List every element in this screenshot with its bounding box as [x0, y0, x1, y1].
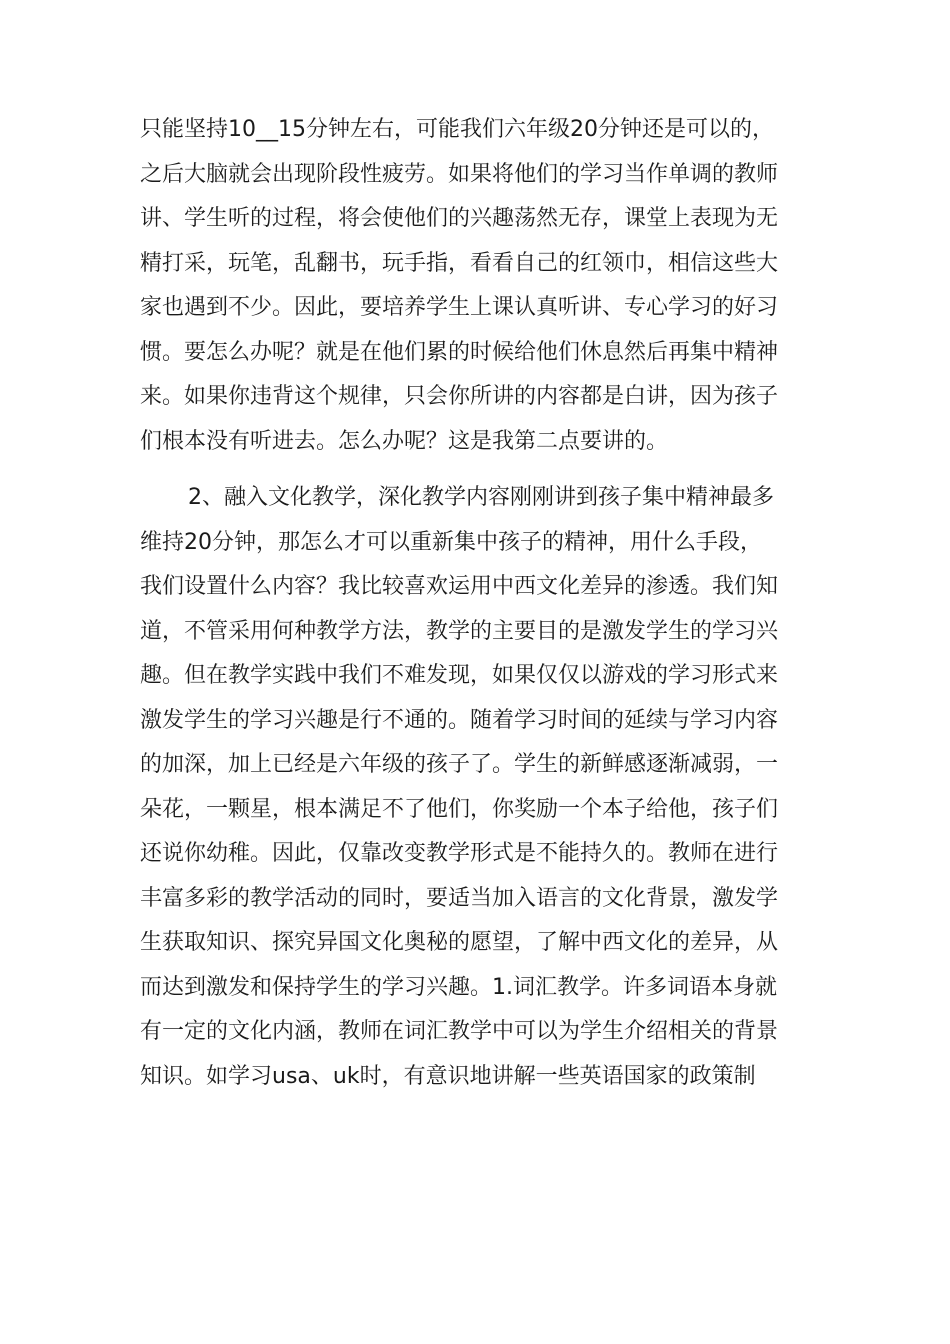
- text-line: 我们设置什么内容？我比较喜欢运用中西文化差异的渗透。我们知: [140, 574, 779, 599]
- text-line: 丰富多彩的教学活动的同时，要适当加入语言的文化背景，激发学: [140, 885, 779, 911]
- text-line: 而达到激发和保持学生的学习兴趣。1.词汇教学。许多词语本身就: [140, 974, 777, 1000]
- text-line: 家也遇到不少。因此，要培养学生上课认真听讲、专心学习的好习: [140, 295, 779, 320]
- text-line: 精打采，玩笔，乱翻书，玩手指，看看自己的红领巾，相信这些大: [140, 250, 779, 276]
- text-line: 讲、学生听的过程，将会使他们的兴趣荡然无存，课堂上表现为无: [140, 206, 779, 231]
- text-line: 知识。如学习usa、uk时，有意识地讲解一些英语国家的政策制: [140, 1063, 756, 1089]
- text-line: 有一定的文化内涵，教师在词汇教学中可以为学生介绍相关的背景: [140, 1019, 779, 1044]
- paragraph-2: [140, 476, 820, 1099]
- text-line: 生获取知识、探究异国文化奥秘的愿望，了解中西文化的差异，从: [140, 930, 779, 955]
- text-line: 朵花，一颗星，根本满足不了他们，你奖励一个本子给他，孩子们: [140, 796, 779, 822]
- paragraph-1: [140, 108, 820, 464]
- text-line: 来。如果你违背这个规律，只会你所讲的内容都是白讲，因为孩子: [140, 384, 779, 409]
- text-line: 只能坚持10__15分钟左右，可能我们六年级20分钟还是可以的，: [140, 117, 774, 142]
- text-line: 惯。要怎么办呢？就是在他们累的时候给他们休息然后再集中精神: [140, 339, 779, 365]
- text-line: 的加深，加上已经是六年级的孩子了。学生的新鲜感逐渐减弱，一: [140, 752, 779, 777]
- text-line: 趣。但在教学实践中我们不难发现，如果仅仅以游戏的学习形式来: [140, 663, 779, 688]
- text-line: 还说你幼稚。因此，仅靠改变教学形式是不能持久的。教师在进行: [140, 841, 779, 866]
- text-line: 们根本没有听进去。怎么办呢？这是我第二点要讲的。: [140, 428, 669, 454]
- paragraph-spacer: [140, 464, 820, 476]
- text-line: 之后大脑就会出现阶段性疲劳。如果将他们的学习当作单调的教师: [140, 161, 779, 187]
- text-line: 激发学生的学习兴趣是行不通的。随着学习时间的延续与学习内容: [140, 707, 779, 733]
- body-text: [140, 108, 820, 1099]
- text-line: 维持20分钟，那怎么才可以重新集中孩子的精神，用什么手段，: [140, 529, 762, 555]
- text-line: 2、融入文化教学，深化教学内容刚刚讲到孩子集中精神最多: [188, 485, 774, 510]
- text-line: 道，不管采用何种教学方法，教学的主要目的是激发学生的学习兴: [140, 618, 779, 644]
